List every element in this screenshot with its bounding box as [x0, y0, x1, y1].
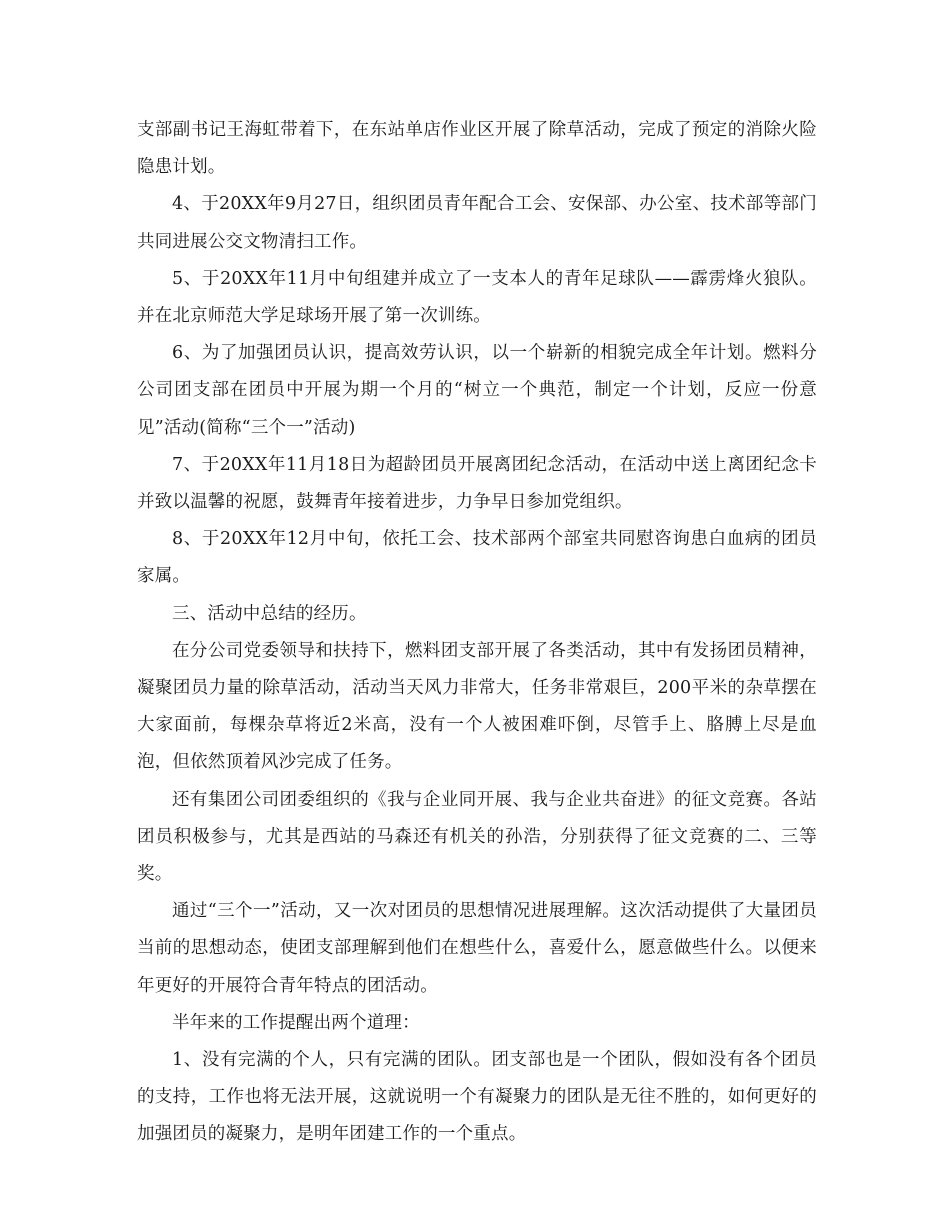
paragraph-lessons-intro: 半年来的工作提醒出两个道理：	[172, 1012, 420, 1033]
paragraph-weeding-activity: 在分公司党委领导和扶持下，燃料团支部开展了各类活动，其中有发扬团员精神，凝聚团员力量的除草活动，活动当天风力非常大，任务非常艰巨，200平米的杂草摆在大家面前，每棵杂草将近2米高，没有一个人被困难吓倒，尽管手上、胳膊上尽是血泡，但依然顶着风沙完成了任务。	[137, 640, 817, 773]
paragraph-three-ones: 通过“三个一”活动，又一次对团员的思想情况进展理解。这次活动提供了大量团员当前的思想动态，使团支部理解到他们在想些什么，喜爱什么，愿意做些什么。以便来年更好的开展符合青年特点的团活动。	[137, 901, 817, 996]
paragraph-item-7: 7、于20XX年11月18日为超龄团员开展离团纪念活动，在活动中送上离团纪念卡并致以温馨的祝愿，鼓舞青年接着进步，力争早日参加党组织。	[137, 454, 817, 513]
section-heading-3: 三、活动中总结的经历。	[172, 603, 367, 624]
paragraph-lesson-1: 1、没有完满的个人，只有完满的团队。团支部也是一个团队，假如没有各个团员的支持，工作也将无法开展，这就说明一个有凝聚力的团队是无往不胜的，如何更好的加强团员的凝聚力，是明年团建工作的一个重点。	[137, 1050, 817, 1145]
paragraph-item-8: 8、于20XX年12月中旬，依托工会、技术部两个部室共同慰咨询患白血病的团员家属。	[137, 529, 817, 587]
paragraph-essay-contest: 还有集团公司团委组织的《我与企业同开展、我与企业共奋进》的征文竞赛。各站团员积极参与，尤其是西站的马森还有机关的孙浩，分别获得了征文竞赛的二、三等奖。	[137, 789, 817, 885]
document-body	[137, 112, 817, 1154]
paragraph-item-5: 5、于20XX年11月中旬组建并成立了一支本人的青年足球队——霹雳烽火狼队。并在北京师范大学足球场开展了第一次训练。	[137, 268, 817, 327]
paragraph-continuation: 支部副书记王海虹带着下，在东站单店作业区开展了除草活动，完成了预定的消除火险隐患计划。	[137, 120, 817, 178]
paragraph-item-6: 6、为了加强团员认识，提高效劳认识，以一个崭新的相貌完成全年计划。燃料分公司团支部在团员中开展为期一个月的“树立一个典范，制定一个计划，反应一份意见”活动(简称“三个一”活动)	[137, 343, 817, 438]
paragraph-item-4: 4、于20XX年9月27日，组织团员青年配合工会、安保部、办公室、技术部等部门共同进展公交文物清扫工作。	[137, 194, 817, 252]
